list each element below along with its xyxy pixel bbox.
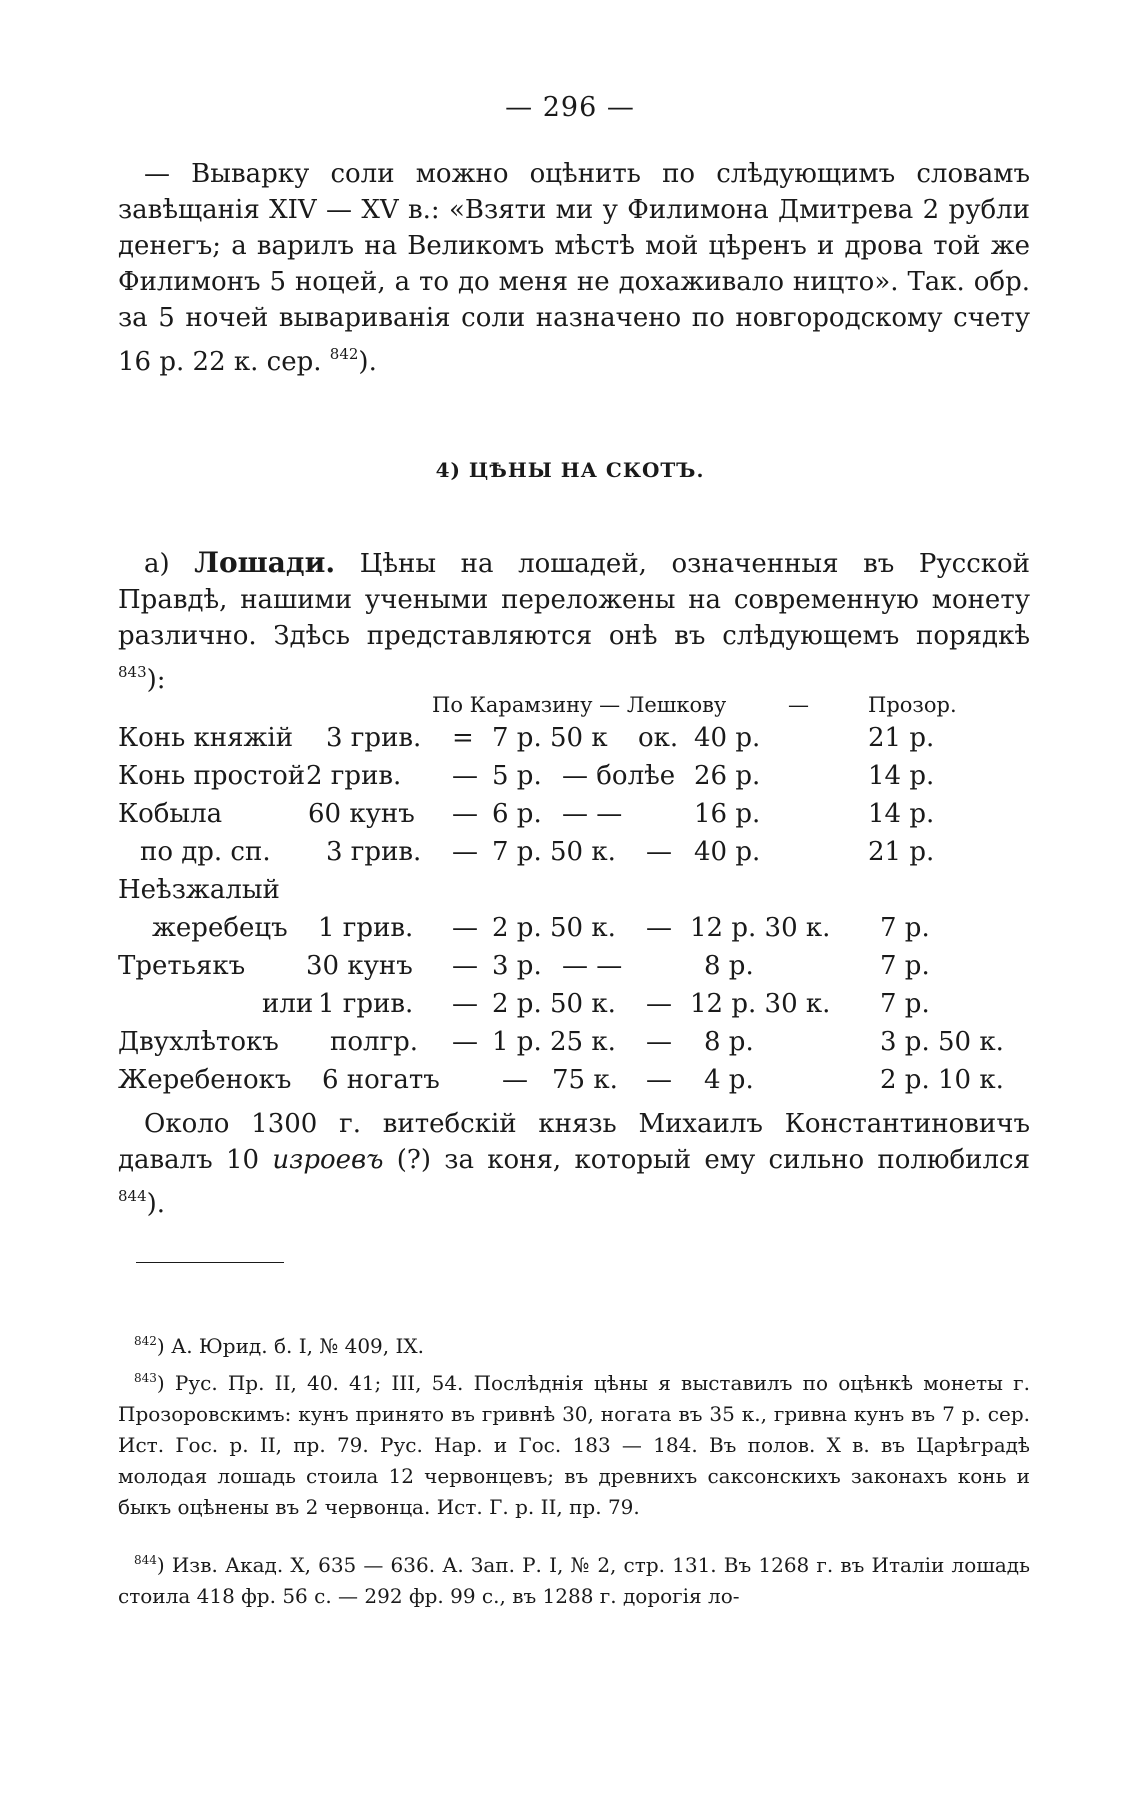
table-row bbox=[0, 799, 1140, 837]
paragraph-text: Около 1300 г. витебскій князь Михаилъ Константиновичъ давалъ 10 bbox=[118, 1109, 1030, 1175]
footnote-number: 843 bbox=[134, 1371, 157, 1385]
cell-amount: 6 ногатъ bbox=[322, 1065, 440, 1095]
cell-sep: — bbox=[502, 1065, 528, 1095]
cell-amount: 1 грив. bbox=[318, 913, 414, 943]
table-row bbox=[0, 989, 1140, 1027]
paragraph-prefix: а) bbox=[144, 549, 170, 579]
cell-prozor: 7 р. bbox=[880, 951, 930, 981]
paragraph-end: ): bbox=[146, 665, 166, 695]
table-row bbox=[0, 837, 1140, 875]
cell-sep: — bbox=[646, 1027, 672, 1057]
cell-sep: — bbox=[452, 799, 478, 829]
cell-karamzin: 2 р. 50 к. bbox=[492, 913, 616, 943]
cell-leshkov: 8 р. bbox=[704, 1027, 754, 1057]
footnote-844 bbox=[118, 1545, 1030, 1612]
footnote-text: ) А. Юрид. б. I, № 409, IX. bbox=[156, 1334, 424, 1358]
cell-name: жеребецъ bbox=[152, 913, 288, 943]
paragraph-text-2: (?) за коня, который ему сильно полюбился bbox=[396, 1145, 1030, 1175]
table-row bbox=[0, 951, 1140, 989]
footnote-text: ) Изв. Акад. X, 635 — 636. А. Зап. Р. I, № 2, стр. 131. Въ 1268 г. въ Италіи лошадь стоила 418 фр. 56 с. — 292 фр. 99 с., въ 1288 г. дорогія ло- bbox=[118, 1553, 1030, 1608]
cell-name: Кобыла bbox=[118, 799, 223, 829]
table-row bbox=[0, 723, 1140, 761]
table-row bbox=[0, 913, 1140, 951]
cell-amount: полгр. bbox=[330, 1027, 419, 1057]
cell-sep: — bbox=[452, 837, 478, 867]
cell-sep: — bbox=[452, 989, 478, 1019]
footnote-ref-842[interactable]: 842 bbox=[329, 345, 359, 363]
term-horses: Лошади. bbox=[194, 546, 336, 579]
table-header-karamzin-leshkov: По Карамзину — Лешкову bbox=[432, 693, 727, 717]
table-header-prozor: Прозор. bbox=[868, 693, 957, 717]
section-heading: 4) ЦѢНЫ НА СКОТЪ. bbox=[435, 458, 705, 482]
cell-leshkov: 12 р. 30 к. bbox=[690, 913, 831, 943]
paragraph-text: — Выварку соли можно оцѣнить по слѣдующимъ словамъ завѣщанія XIV — XV в.: «Взяти ми у Филимона Дмитрева 2 рубли денегъ; а варилъ на Великомъ мѣстѣ мой цѣренъ и дрова той же Филимонъ 5 ноцей, а то до меня не дохаживало ницто». Так. обр. за 5 ночей вывариванія соли назначено по новгородскому счету 16 р. 22 к. сер. bbox=[118, 159, 1030, 377]
cell-karamzin: 1 р. 25 к. bbox=[492, 1027, 616, 1057]
cell-leshkov: 12 р. 30 к. bbox=[690, 989, 831, 1019]
cell-sep: — bbox=[646, 837, 672, 867]
cell-karamzin: 2 р. 50 к. bbox=[492, 989, 616, 1019]
cell-amount: 60 кунъ bbox=[308, 799, 415, 829]
paragraph-text: Цѣны на лошадей, означенныя въ Русской Правдѣ, нашими учеными переложены на современную монету различно. Здѣсь представляются онѣ въ слѣдующемъ порядкѣ bbox=[118, 549, 1031, 651]
cell-prozor: 21 р. bbox=[868, 723, 935, 753]
table-header-dash: — bbox=[788, 693, 809, 717]
cell-prozor: 7 р. bbox=[880, 913, 930, 943]
table-row bbox=[0, 1065, 1140, 1103]
cell-name: Третьякъ bbox=[118, 951, 246, 981]
term-izroev: изроевъ bbox=[272, 1145, 384, 1175]
cell-sep: — bbox=[452, 1027, 478, 1057]
paragraph-salt-boiling bbox=[118, 156, 1030, 380]
cell-leshkov: 8 р. bbox=[704, 951, 754, 981]
cell-amount: 3 грив. bbox=[326, 723, 422, 753]
cell-sep: = bbox=[452, 723, 474, 753]
cell-name: Неѣзжалый bbox=[118, 875, 280, 905]
footnote-ref-843[interactable]: 843 bbox=[118, 663, 147, 681]
cell-sep: — — bbox=[562, 951, 623, 981]
cell-prozor: 2 р. 10 к. bbox=[880, 1065, 1004, 1095]
cell-leshkov: 4 р. bbox=[704, 1065, 754, 1095]
table-row bbox=[0, 1027, 1140, 1065]
cell-leshkov: 40 р. bbox=[694, 723, 761, 753]
cell-karamzin: 3 р. bbox=[492, 951, 542, 981]
footnote-number: 842 bbox=[134, 1334, 157, 1348]
cell-amount: 30 кунъ bbox=[306, 951, 413, 981]
cell-prozor: 14 р. bbox=[868, 761, 935, 791]
cell-karamzin: 6 р. bbox=[492, 799, 542, 829]
cell-leshkov: 40 р. bbox=[694, 837, 761, 867]
footnote-842 bbox=[118, 1326, 1030, 1362]
cell-name: Жеребенокъ bbox=[118, 1065, 292, 1095]
paragraph-end: ). bbox=[146, 1189, 166, 1219]
page-number: — 296 — bbox=[505, 92, 635, 123]
cell-karamzin: 7 р. 50 к bbox=[492, 723, 608, 753]
cell-sep: — bbox=[646, 989, 672, 1019]
paragraph-horses bbox=[118, 545, 1030, 698]
cell-name: Конь простой bbox=[118, 761, 306, 791]
cell-name: или bbox=[262, 989, 314, 1019]
cell-sep: — bbox=[452, 951, 478, 981]
cell-prozor: 7 р. bbox=[880, 989, 930, 1019]
paragraph-end: ). bbox=[358, 347, 377, 377]
cell-prozor: 14 р. bbox=[868, 799, 935, 829]
footnote-text: ) Рус. Пр. II, 40. 41; III, 54. Послѣднія цѣны я выставилъ по оцѣнкѣ монеты г. Прозоровскимъ: кунъ принято въ гривнѣ 30, ногата въ 35 к., гривна кунъ въ 7 р. сер. Ист. Гос. р. II, пр. 79. Рус. Нар. и Гос. 183 — 184. Въ полов. X в. въ Царѣградѣ молодая лошадь стоила 12 червонцевъ; въ древнихъ саксонскихъ законахъ конь и быкъ оцѣнены въ 2 червонца. Ист. Г. р. II, пр. 79. bbox=[118, 1371, 1030, 1519]
footnote-843 bbox=[118, 1363, 1030, 1523]
footnote-ref-844[interactable]: 844 bbox=[118, 1187, 147, 1205]
cell-karamzin: 75 к. bbox=[552, 1065, 618, 1095]
cell-sep: — bbox=[646, 913, 672, 943]
table-row bbox=[0, 875, 1140, 913]
cell-sep: ок. bbox=[638, 723, 679, 753]
paragraph-vitebsk bbox=[118, 1106, 1030, 1222]
cell-sep: — болѣе bbox=[562, 761, 676, 791]
footnote-rule bbox=[136, 1262, 284, 1263]
cell-sep: — bbox=[452, 913, 478, 943]
table-row bbox=[0, 761, 1140, 799]
footnote-number: 844 bbox=[134, 1553, 157, 1567]
cell-name: Двухлѣтокъ bbox=[118, 1027, 279, 1057]
cell-leshkov: 26 р. bbox=[694, 761, 761, 791]
cell-sep: — bbox=[452, 761, 478, 791]
cell-amount: 1 грив. bbox=[318, 989, 414, 1019]
cell-sep: — bbox=[646, 1065, 672, 1095]
cell-name: по др. сп. bbox=[140, 837, 271, 867]
cell-amount: 3 грив. bbox=[326, 837, 422, 867]
cell-prozor: 3 р. 50 к. bbox=[880, 1027, 1004, 1057]
cell-sep: — — bbox=[562, 799, 623, 829]
cell-leshkov: 16 р. bbox=[694, 799, 761, 829]
cell-karamzin: 7 р. 50 к. bbox=[492, 837, 616, 867]
cell-prozor: 21 р. bbox=[868, 837, 935, 867]
cell-karamzin: 5 р. bbox=[492, 761, 542, 791]
cell-name: Конь княжій bbox=[118, 723, 294, 753]
cell-amount: 2 грив. bbox=[306, 761, 402, 791]
